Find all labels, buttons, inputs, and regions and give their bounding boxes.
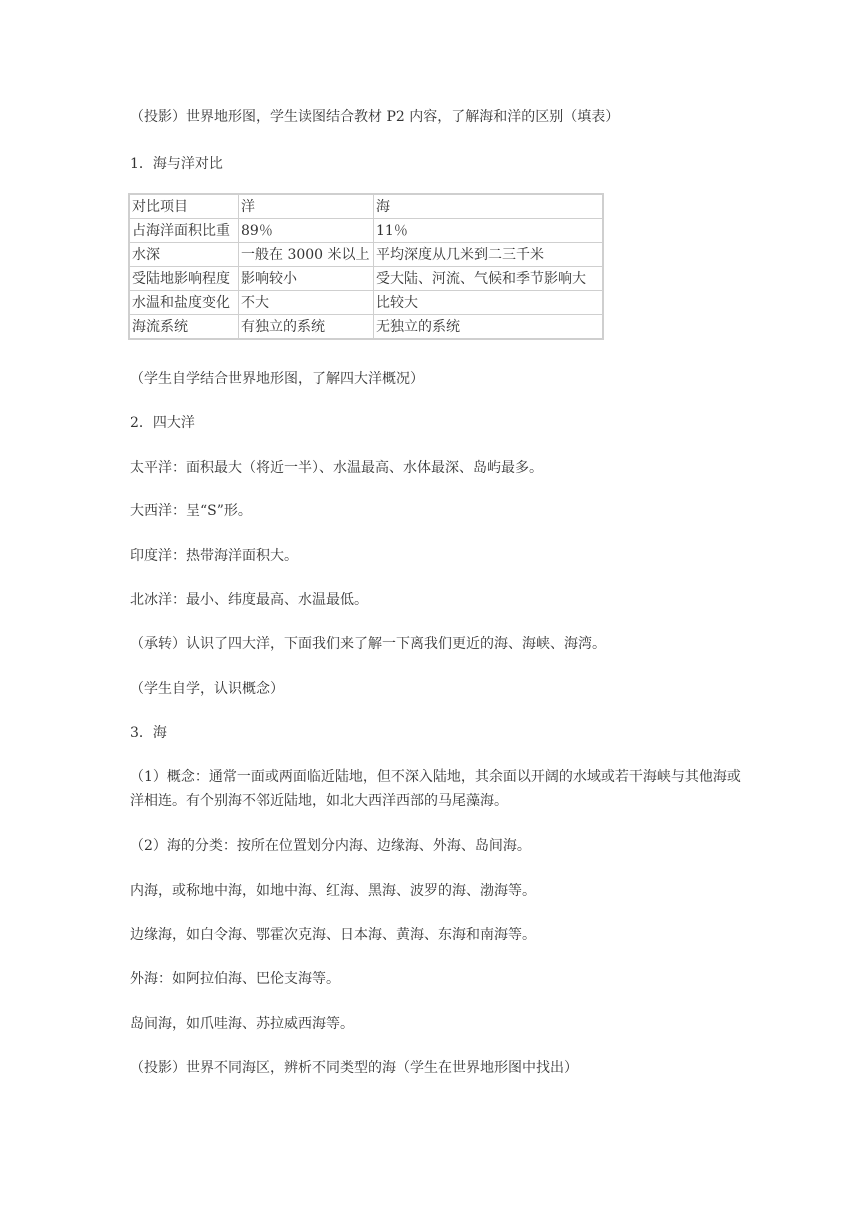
table-cell: 一般在 3000 米以上 (239, 243, 374, 267)
table-cell: 水深 (129, 243, 239, 267)
note-oceans: （学生自学结合世界地形图，了解四大洋概况） (130, 371, 424, 387)
table-cell: 无独立的系统 (374, 315, 604, 340)
section-1-title: 1．海与洋对比 (130, 156, 223, 172)
inland-sea-paragraph: 内海，或称地中海，如地中海、红海、黑海、波罗的海、渤海等。 (130, 883, 536, 899)
table-cell: 水温和盐度变化 (129, 291, 239, 315)
indian-ocean-text: 印度洋：热带海洋面积大。 (130, 548, 298, 564)
transition-paragraph: （承转）认识了四大洋，下面我们来了解一下离我们更近的海、海峡、海湾。 (130, 636, 606, 652)
table-row (129, 291, 603, 315)
section-3-title: 3．海 (130, 725, 167, 741)
atlantic-ocean-text: 大西洋：呈“S”形。 (130, 503, 252, 519)
table-cell: 受陆地影响程度 (129, 267, 239, 291)
table-cell: 平均深度从几米到二三千米 (374, 243, 604, 267)
table-row (129, 219, 603, 243)
pacific-ocean-text: 太平洋：面积最大（将近一半）、水温最高、水体最深、岛屿最多。 (130, 460, 543, 476)
note-self-study: （学生自学，认识概念） (130, 681, 284, 697)
table-header-cell: 海 (374, 194, 604, 219)
table-cell: 11％ (374, 219, 604, 243)
arctic-ocean-text: 北冰洋：最小、纬度最高、水温最低。 (130, 592, 368, 608)
table-cell: 影响较小 (239, 267, 374, 291)
table-cell: 受大陆、河流、气候和季节影响大 (374, 267, 604, 291)
table-cell: 海流系统 (129, 315, 239, 340)
sea-classification-paragraph: （2）海的分类：按所在位置划分内海、边缘海、外海、岛间海。 (130, 838, 531, 854)
table-row (129, 243, 603, 267)
outer-sea-paragraph: 外海：如阿拉伯海、巴伦支海等。 (130, 971, 340, 987)
table-row (129, 315, 603, 340)
projection-paragraph: （投影）世界不同海区，辨析不同类型的海（学生在世界地形图中找出） (130, 1060, 578, 1076)
sea-ocean-comparison-table (128, 193, 604, 340)
table-cell: 不大 (239, 291, 374, 315)
intro-paragraph: （投影）世界地形图，学生读图结合教材 P2 内容，了解海和洋的区别（填表） (130, 109, 620, 125)
table-header-row (129, 194, 603, 219)
sea-concept-paragraph: （1）概念：通常一面或两面临近陆地，但不深入陆地，其余面以开阔的水域或若干海峡与其他海或洋相连。有个别海不邻近陆地，如北大西洋西部的马尾藻海。 (130, 769, 741, 809)
section-2-title: 2．四大洋 (130, 415, 195, 431)
marginal-sea-paragraph: 边缘海，如白令海、鄂霍次克海、日本海、黄海、东海和南海等。 (130, 927, 536, 943)
table-cell: 比较大 (374, 291, 604, 315)
table-header-cell: 洋 (239, 194, 374, 219)
inter-island-sea-paragraph: 岛间海，如爪哇海、苏拉威西海等。 (130, 1016, 354, 1032)
table-row (129, 267, 603, 291)
table-header-cell: 对比项目 (129, 194, 239, 219)
table-cell: 占海洋面积比重 (129, 219, 239, 243)
table-cell: 有独立的系统 (239, 315, 374, 340)
table-cell: 89％ (239, 219, 374, 243)
